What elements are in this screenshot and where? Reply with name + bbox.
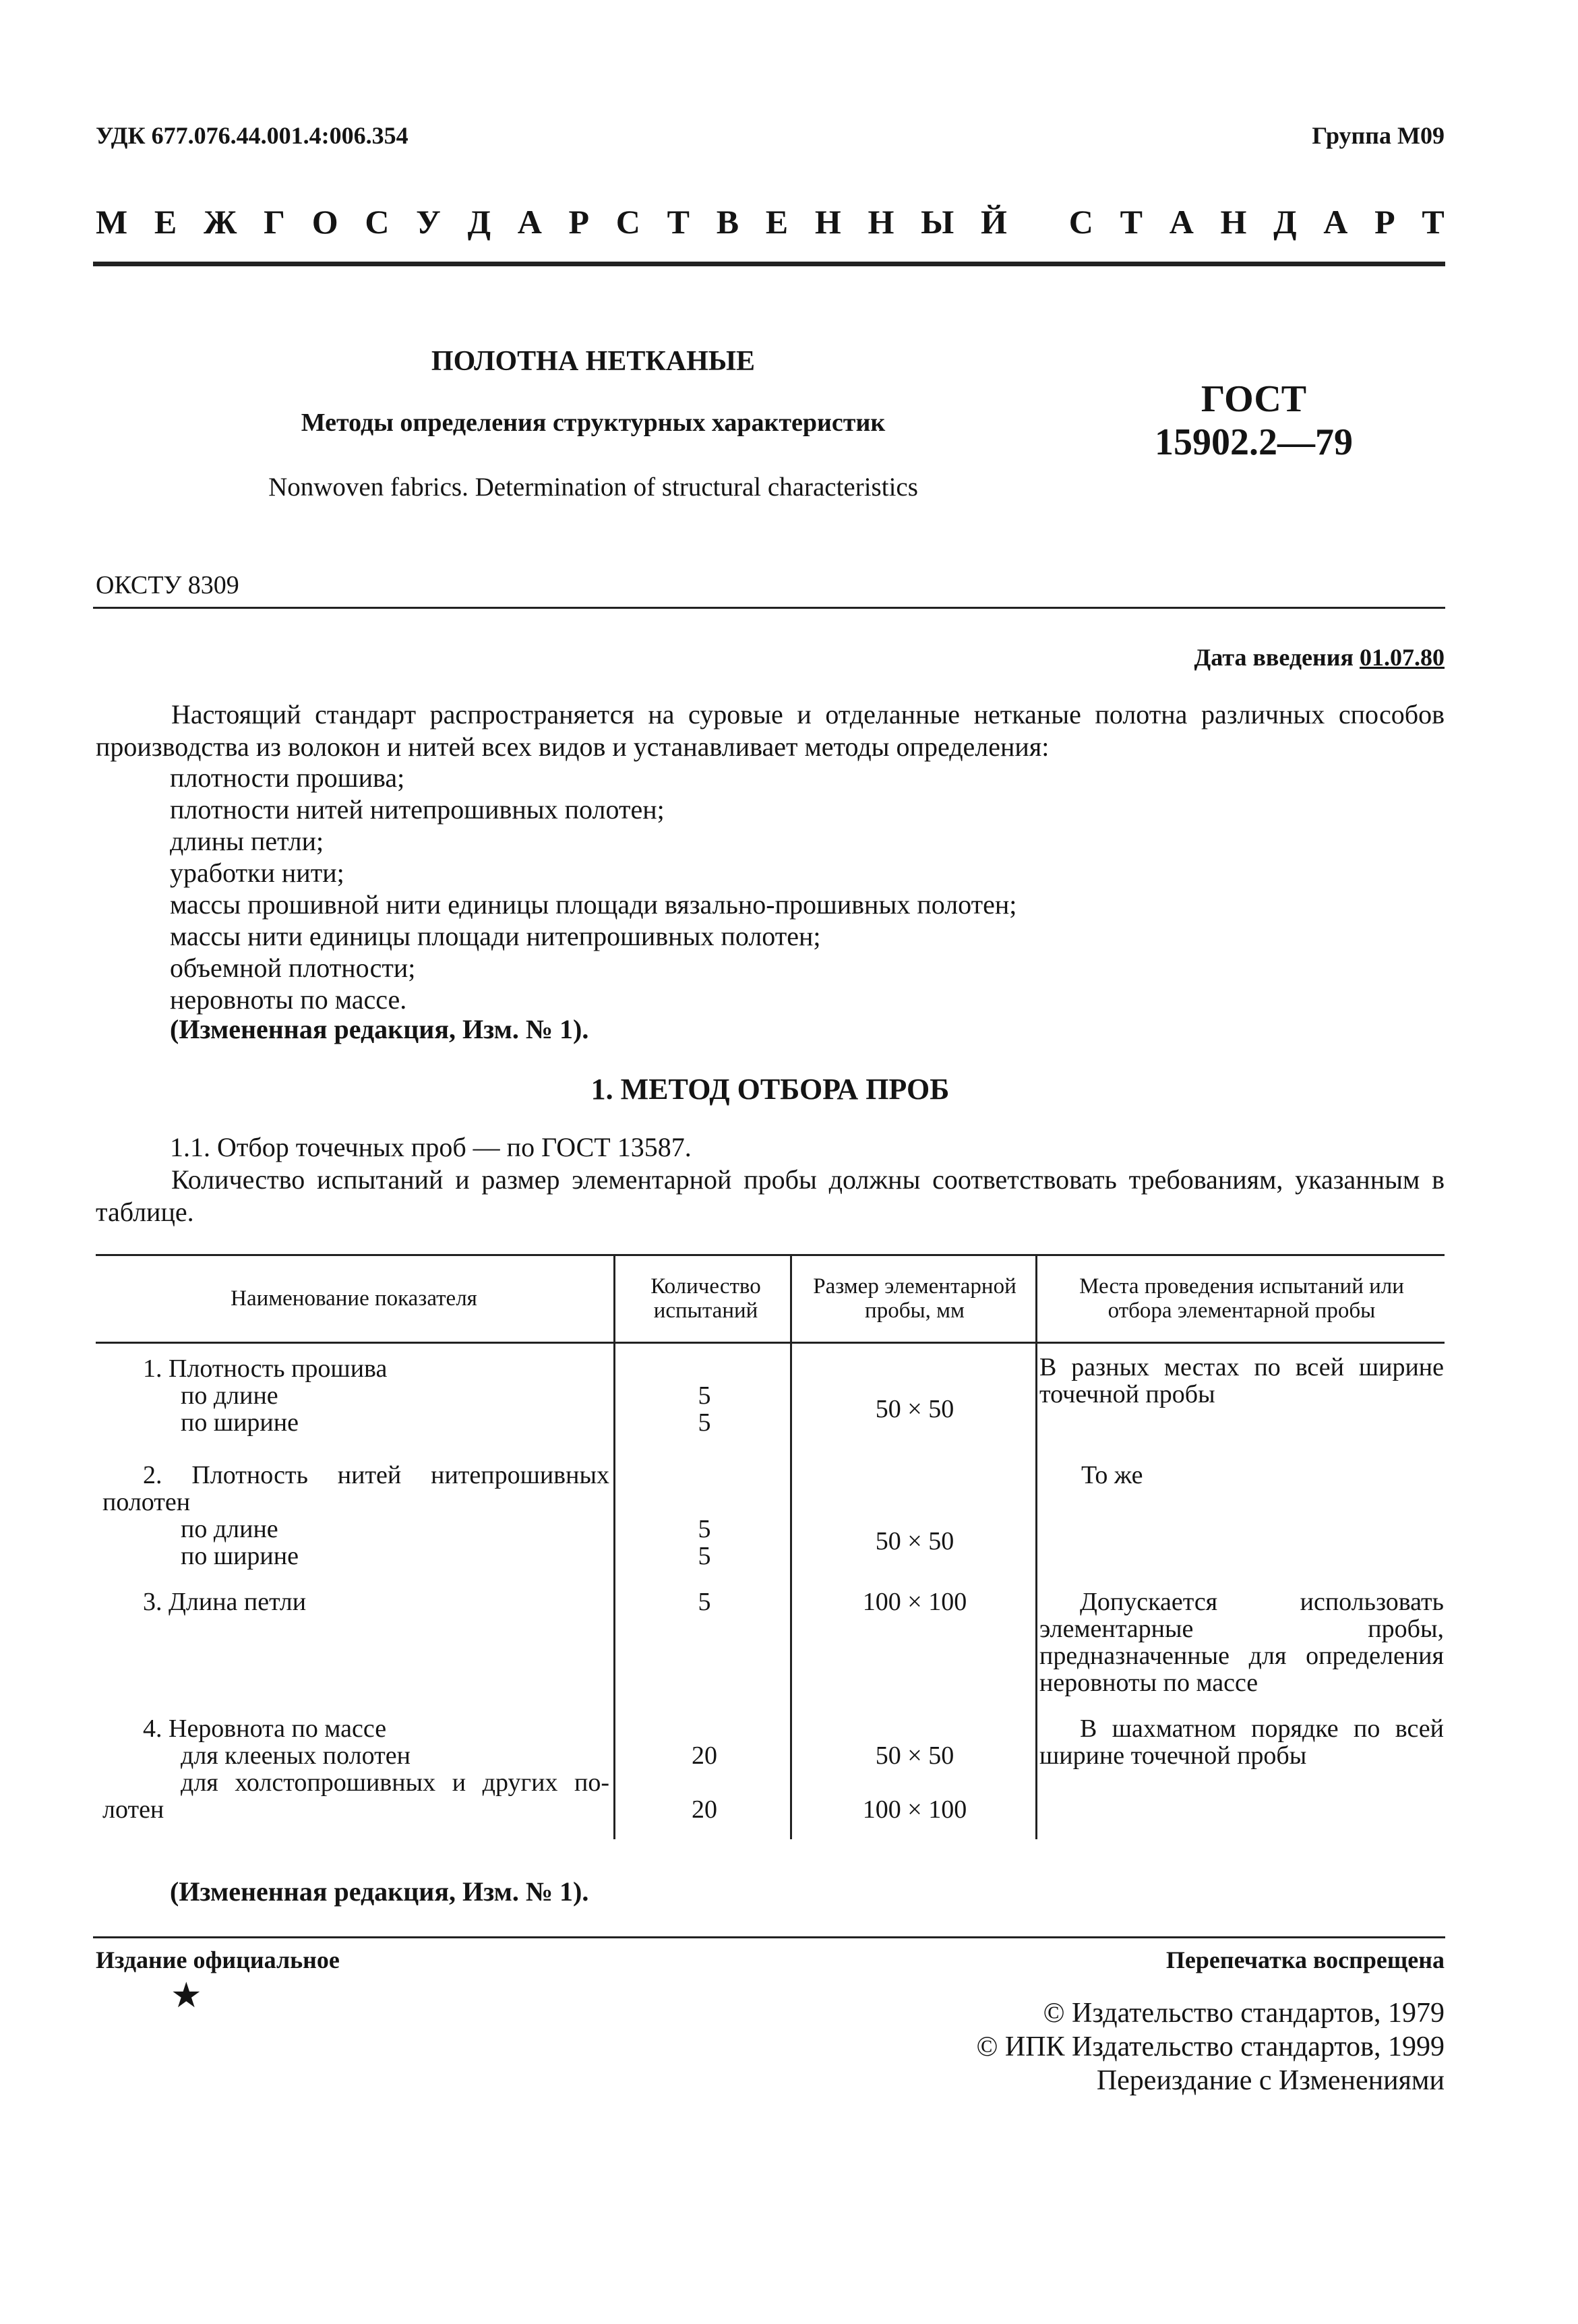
banner-letter: С [365, 203, 390, 241]
header-size: Размер элементарной пробы, мм [813, 1274, 1016, 1323]
row4-size: 100 × 100 [862, 1795, 967, 1824]
header-rule [93, 262, 1445, 266]
table-amendment-note: (Измененная редакция, Изм. № 1). [170, 1876, 589, 1907]
row2-place: То же [1081, 1461, 1143, 1489]
banner-letter: Й [980, 203, 1007, 241]
row3-name: 3. Длина петли [143, 1588, 307, 1616]
copyright-1999: © ИПК Издательство стандартов, 1999 [976, 2031, 1445, 2062]
table-header-rule [96, 1342, 1445, 1344]
row2-size: 50 × 50 [875, 1527, 954, 1555]
header-indicator: Наименование показателя [231, 1286, 477, 1311]
row3-count: 5 [698, 1588, 711, 1616]
document-title-english: Nonwoven fabrics. Determination of structural characteristics [268, 473, 918, 502]
banner-gap [1034, 202, 1043, 241]
official-edition: Издание официальное [96, 1946, 340, 1973]
date-label: Дата введения [1194, 644, 1354, 671]
gost-number: 15902.2—79 [1155, 421, 1353, 464]
list-item: массы нити единицы площади нитепрошивных полотен; [170, 921, 821, 951]
row4-count: 20 [692, 1795, 717, 1824]
methods-list [170, 762, 1016, 1015]
row2-count: 5 [698, 1515, 711, 1543]
list-item: объемной плотности; [170, 953, 416, 983]
row1-sub: по ширине [181, 1408, 299, 1437]
row2-name: 2. Плотность нитей нитепрошивных [143, 1461, 609, 1489]
okstu-rule [93, 607, 1445, 609]
reprint-notice: Перепечатка воспрещена [1165, 1946, 1445, 1973]
banner-letter: Т [1120, 203, 1143, 241]
row2-name-cont: полотен [102, 1488, 191, 1516]
footer-rule [93, 1936, 1445, 1938]
row4-sub: для холстопрошивных и других по- [181, 1768, 609, 1797]
row3-place: Допускается использовать элементарные пробы, предназначенные для определения неровноты по массе [1039, 1588, 1444, 1697]
row1-sub: по длине [181, 1381, 278, 1410]
banner-letter: С [1068, 203, 1093, 241]
row4-count: 20 [692, 1741, 717, 1770]
row1-count: 5 [698, 1408, 711, 1437]
list-item: уработки нити; [170, 858, 344, 888]
row1-name: 1. Плотность прошива [143, 1354, 388, 1383]
document-title: ПОЛОТНА НЕТКАНЫЕ [431, 346, 756, 377]
row2-sub: по длине [181, 1515, 278, 1543]
table-top-rule [96, 1254, 1445, 1256]
document-subtitle: Методы определения структурных характеристик [301, 409, 886, 437]
row4-size: 50 × 50 [875, 1741, 954, 1770]
column-divider [613, 1254, 615, 1839]
row1-count: 5 [698, 1381, 711, 1410]
banner-letter: Т [1422, 203, 1445, 241]
row2-count: 5 [698, 1542, 711, 1570]
banner-letter: Т [667, 203, 690, 241]
banner-letter: О [311, 203, 338, 241]
banner-letter: А [1169, 203, 1194, 241]
banner-letter: Е [154, 203, 177, 241]
intro-paragraph: Настоящий стандарт распространяется на суровые и отделанные нетканые полотна различных способов производства из волокон и нитей всех видов и устанавливает методы определения: [96, 699, 1445, 762]
banner-letter: М [96, 203, 128, 241]
row3-size: 100 × 100 [862, 1588, 967, 1616]
banner-letter: Н [868, 203, 894, 241]
star-icon: ★ [171, 1977, 202, 2015]
banner-letter: Н [814, 203, 841, 241]
banner-letter: Г [264, 203, 285, 241]
row1-place: В разных местах по всей ширине точечной пробы [1039, 1353, 1444, 1408]
row2-sub: по ширине [181, 1542, 299, 1570]
banner-letter: С [615, 203, 640, 241]
banner-letter: Ы [921, 203, 954, 241]
group-code: Группа М09 [1312, 122, 1445, 149]
banner-letter: Ж [204, 203, 237, 241]
gost-label: ГОСТ [1201, 378, 1307, 420]
list-item: неровноты по массе. [170, 984, 407, 1015]
banner-letter: Д [1273, 203, 1297, 241]
okstu-code: ОКСТУ 8309 [96, 571, 239, 599]
banner-letter: Н [1220, 203, 1247, 241]
row1-size: 50 × 50 [875, 1395, 954, 1423]
row4-sub-cont: лотен [102, 1795, 164, 1824]
banner-letter: В [716, 203, 739, 241]
banner-letter: А [517, 203, 542, 241]
header-count: Количество испытаний [650, 1274, 761, 1323]
banner-letter: У [416, 203, 441, 241]
gost-designation [1092, 378, 1416, 465]
list-item: длины петли; [170, 826, 324, 856]
effective-date [1194, 643, 1445, 672]
sampling-table [96, 1254, 1445, 1839]
banner-letter: Е [765, 203, 789, 241]
banner-letter: Р [1374, 203, 1395, 241]
clause-1-1-text: Количество испытаний и размер элементарной пробы должны соответствовать требованиям, указанным в таблице. [96, 1164, 1445, 1227]
header-place: Места проведения испытаний или отбора элементарной пробы [1079, 1274, 1404, 1323]
list-item: плотности прошива; [170, 763, 405, 793]
udk-code: УДК 677.076.44.001.4:006.354 [96, 122, 408, 149]
standard-banner [96, 202, 1445, 241]
row4-sub: для клееных полотен [181, 1741, 411, 1770]
list-item: массы прошивной нити единицы площади вязально-прошивных полотен; [170, 889, 1017, 920]
banner-letter: А [1323, 203, 1348, 241]
reissue-note: Переиздание с Изменениями [1096, 2065, 1445, 2096]
date-value: 01.07.80 [1360, 644, 1445, 671]
copyright-1979: © Издательство стандартов, 1979 [1043, 1998, 1445, 2029]
list-item: плотности нитей нитепрошивных полотен; [170, 794, 665, 825]
clause-1-1: 1.1. Отбор точечных проб — по ГОСТ 13587. [170, 1132, 692, 1162]
banner-letter: Д [467, 203, 491, 241]
amendment-note: (Измененная редакция, Изм. № 1). [170, 1014, 589, 1044]
section-heading: 1. МЕТОД ОТБОРА ПРОБ [590, 1073, 950, 1106]
row4-place: В шахматном порядке по всей ширине точечной пробы [1039, 1715, 1444, 1770]
row4-name: 4. Неровнота по массе [143, 1715, 387, 1743]
banner-letter: Р [568, 203, 590, 241]
